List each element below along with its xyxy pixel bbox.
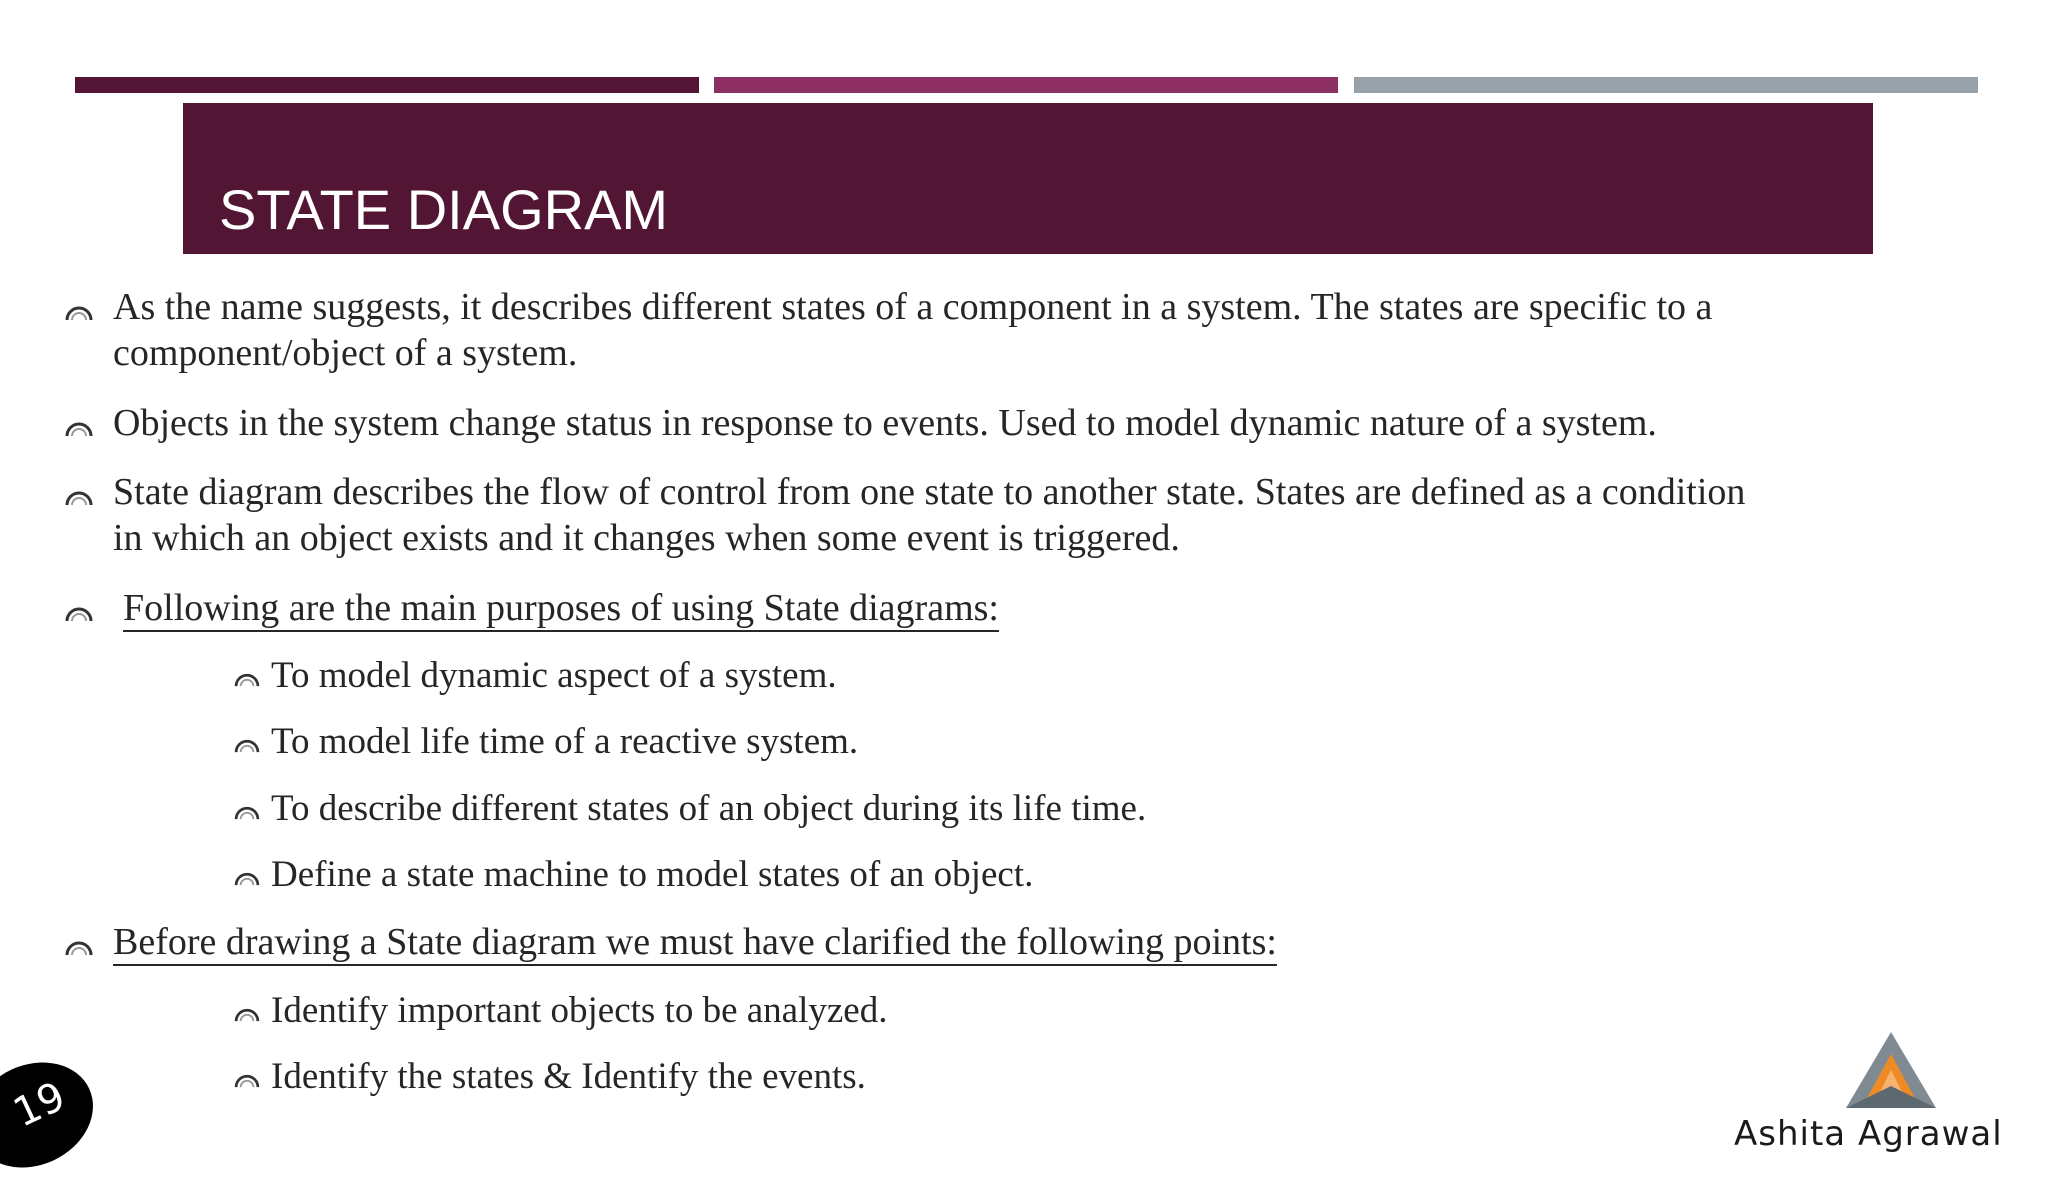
- arc-bullet-icon: [233, 801, 261, 821]
- arc-bullet-icon: [233, 1069, 261, 1089]
- purpose-item-1: To model dynamic aspect of a system.: [271, 655, 837, 696]
- bullet-3-line-2: in which an object exists and it changes when some event is triggered.: [113, 517, 1180, 559]
- arc-bullet-icon: [233, 867, 261, 887]
- bullet-5-heading: Before drawing a State diagram we must have clarified the following points:: [113, 921, 1277, 963]
- arc-bullet-icon: [233, 734, 261, 754]
- triangle-logo-icon: [1836, 1030, 1946, 1110]
- bullet-3-line-1: State diagram describes the flow of control from one state to another state. States are defined as a condition: [113, 471, 1746, 513]
- arc-bullet-icon: [64, 485, 94, 507]
- arc-bullet-icon: [64, 935, 94, 957]
- slide-title: STATE DIAGRAM: [219, 178, 669, 241]
- purpose-item-2: To model life time of a reactive system.: [271, 721, 859, 762]
- top-bar-gray: [1354, 77, 1978, 93]
- bullet-1-line-1: As the name suggests, it describes different states of a component in a system. The states are specific to a: [113, 286, 1713, 328]
- clarify-item-1: Identify important objects to be analyzed.: [271, 990, 888, 1031]
- top-bar-dark: [75, 77, 699, 93]
- bullet-2-line-1: Objects in the system change status in response to events. Used to model dynamic nature of a system.: [113, 402, 1657, 444]
- brand-name: Ashita Agrawal: [1734, 1114, 2003, 1154]
- arc-bullet-icon: [233, 1003, 261, 1023]
- arc-bullet-icon: [64, 601, 94, 623]
- arc-bullet-icon: [64, 300, 94, 322]
- purpose-item-3: To describe different states of an object during its life time.: [271, 788, 1147, 829]
- clarify-item-2: Identify the states & Identify the events.: [271, 1056, 866, 1097]
- bullet-4-heading: Following are the main purposes of using State diagrams:: [123, 587, 999, 629]
- purpose-item-4: Define a state machine to model states of an object.: [271, 854, 1034, 895]
- top-bar-magenta: [714, 77, 1338, 93]
- arc-bullet-icon: [64, 416, 94, 438]
- title-band: [183, 103, 1873, 254]
- page-number: 19: [6, 1073, 73, 1137]
- bullet-1-line-2: component/object of a system.: [113, 332, 578, 374]
- arc-bullet-icon: [233, 668, 261, 688]
